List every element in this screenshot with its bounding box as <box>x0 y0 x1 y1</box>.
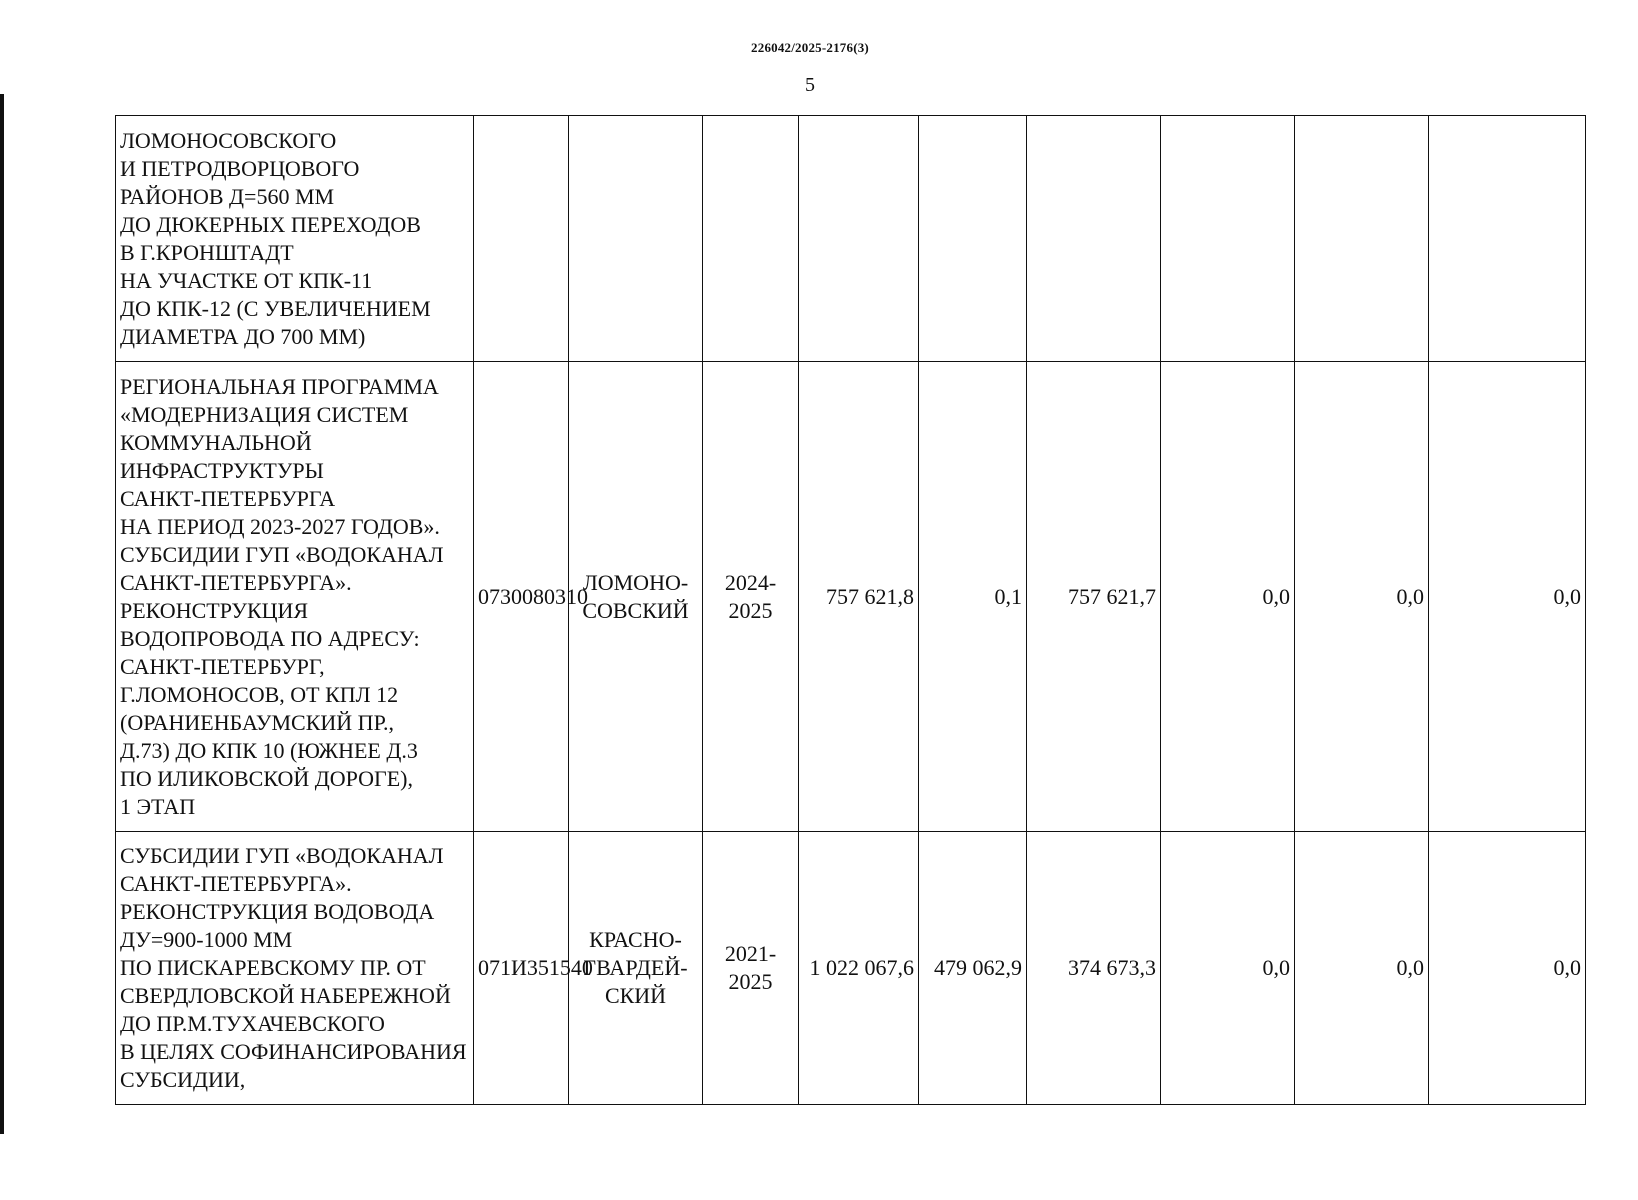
value-cell-4 <box>1161 116 1295 362</box>
budget-code-cell: 071И351540 <box>474 832 569 1105</box>
budget-code-cell <box>474 116 569 362</box>
value-cell-5: 0,0 <box>1295 362 1429 832</box>
value-cell-2: 0,1 <box>919 362 1027 832</box>
document-number: 226042/2025-2176(3) <box>751 40 869 55</box>
object-name-cell <box>116 832 474 1105</box>
value-cell-3: 374 673,3 <box>1027 832 1161 1105</box>
value-cell-1: 1 022 067,6 <box>799 832 919 1105</box>
table-row <box>116 832 1586 1105</box>
value-cell-4: 0,0 <box>1161 362 1295 832</box>
table-row <box>116 116 1586 362</box>
scan-edge-mark <box>0 94 4 1134</box>
object-name-cell <box>116 116 474 362</box>
value-cell-1: 757 621,8 <box>799 362 919 832</box>
budget-table <box>115 115 1586 1105</box>
value-cell-1 <box>799 116 919 362</box>
value-cell-2 <box>919 116 1027 362</box>
object-name: СУБСИДИИ ГУП «ВОДОКАНАЛ САНКТ-ПЕТЕРБУРГА». РЕКОНСТРУКЦИЯ ВОДОВОДА ДУ=900-1000 ММ ПО ПИСКАРЕВСКОМУ ПР. ОТ СВЕРДЛОВСКОЙ НАБЕРЕЖНОЙ ДО ПР.М.ТУХАЧЕВСКОГО В ЦЕЛЯХ СОФИНАНСИРОВАНИЯ СУБСИДИИ, <box>120 843 467 1092</box>
object-name: РЕГИОНАЛЬНАЯ ПРОГРАММА «МОДЕРНИЗАЦИЯ СИСТЕМ КОММУНАЛЬНОЙ ИНФРАСТРУКТУРЫ САНКТ-ПЕТЕРБУРГА НА ПЕРИОД 2023-2027 ГОДОВ». СУБСИДИИ ГУП «ВОДОКАНАЛ САНКТ-ПЕТЕРБУРГА». РЕКОНСТРУКЦИЯ ВОДОПРОВОДА ПО АДРЕСУ: САНКТ-ПЕТЕРБУРГ, Г.ЛОМОНОСОВ, ОТ КПЛ 12 (ОРАНИЕНБАУМСКИЙ ПР., Д.73) ДО КПК 10 (ЮЖНЕЕ Д.3 ПО ИЛИКОВСКОЙ ДОРОГЕ), 1 ЭТАП <box>120 373 444 819</box>
page-number: 5 <box>805 74 815 96</box>
district-cell <box>569 116 703 362</box>
period-cell: 2024-2025 <box>703 362 799 832</box>
object-name-cell <box>116 362 474 832</box>
value-cell-6 <box>1429 116 1586 362</box>
value-cell-6: 0,0 <box>1429 362 1586 832</box>
value-cell-3: 757 621,7 <box>1027 362 1161 832</box>
district-name: КРАСНО- ГВАРДЕЙ- СКИЙ <box>583 927 688 1008</box>
object-name: ЛОМОНОСОВСКОГО И ПЕТРОДВОРЦОВОГО РАЙОНОВ Д=560 ММ ДО ДЮКЕРНЫХ ПЕРЕХОДОВ В Г.КРОНШТАДТ НА УЧАСТКЕ ОТ КПК-11 ДО КПК-12 (С УВЕЛИЧЕНИЕМ ДИАМЕТРА ДО 700 ММ) <box>120 127 431 349</box>
district-cell <box>569 832 703 1105</box>
budget-code-cell: 0730080310 <box>474 362 569 832</box>
value-cell-5: 0,0 <box>1295 832 1429 1105</box>
value-cell-2: 479 062,9 <box>919 832 1027 1105</box>
table-row <box>116 362 1586 832</box>
value-cell-4: 0,0 <box>1161 832 1295 1105</box>
value-cell-3 <box>1027 116 1161 362</box>
value-cell-5 <box>1295 116 1429 362</box>
district-name: ЛОМОНО- СОВСКИЙ <box>582 569 689 623</box>
value-cell-6: 0,0 <box>1429 832 1586 1105</box>
period-cell <box>703 116 799 362</box>
period-cell: 2021-2025 <box>703 832 799 1105</box>
district-cell <box>569 362 703 832</box>
